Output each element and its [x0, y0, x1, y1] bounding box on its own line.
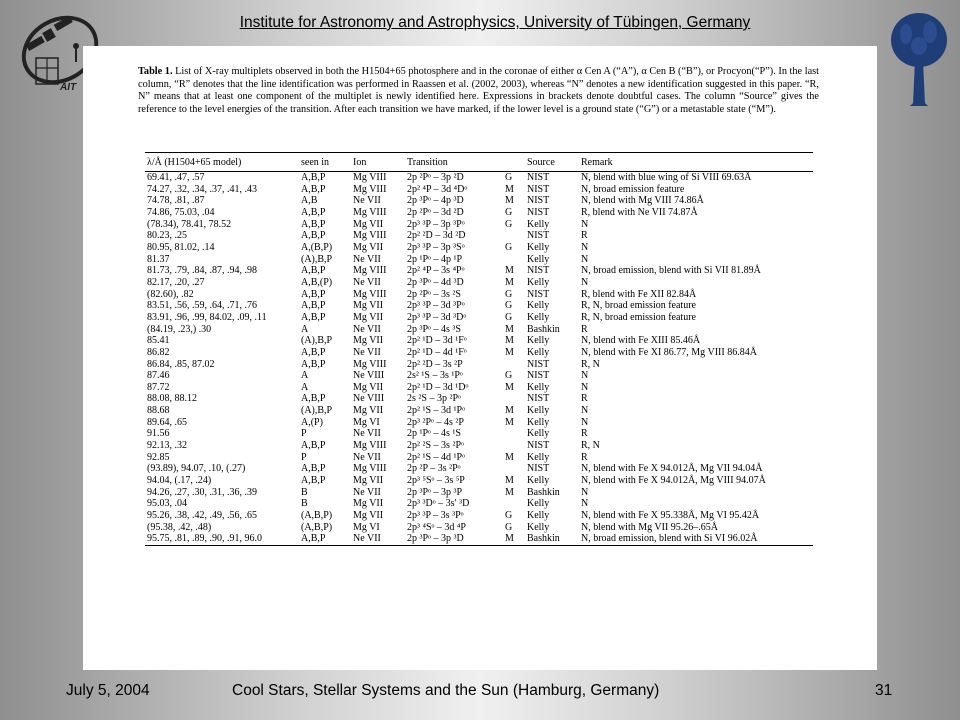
- source-cell: Kelly: [527, 346, 550, 358]
- remark-cell: N: [581, 381, 589, 393]
- level-cell: G: [505, 241, 513, 253]
- ion-cell: Mg VIII: [353, 288, 387, 300]
- transition-cell: 2p² ²D – 3d ²D: [407, 230, 466, 242]
- wavelength-cell: 74.86, 75.03, .04: [147, 206, 215, 218]
- table-row: [145, 172, 813, 184]
- seen-in-cell: A,(B,P): [301, 241, 333, 253]
- wavelength-cell: 74.27, .32, .34, .37, .41, .43: [147, 183, 257, 195]
- source-cell: Kelly: [527, 416, 550, 428]
- wavelength-cell: 83.51, .56, .59, .64, .71, .76: [147, 300, 257, 312]
- ion-cell: Mg VIII: [353, 230, 387, 242]
- wavelength-cell: (95.38, .42, .48): [147, 521, 212, 533]
- table-row: [145, 475, 813, 487]
- transition-cell: 2p² ¹D – 3d ¹Dᵒ: [407, 381, 469, 393]
- table-row: [145, 184, 813, 196]
- ion-cell: Mg VIII: [353, 183, 387, 195]
- remark-cell: N, blend with Fe XIII 85.46Å: [581, 335, 701, 347]
- header-ion: Ion: [353, 157, 367, 168]
- wavelength-cell: 94.26, .27, .30, .31, .36, .39: [147, 486, 257, 498]
- source-cell: Bashkin: [527, 323, 560, 335]
- wavelength-cell: 85.41: [147, 335, 170, 347]
- footer-page-number: 31: [875, 682, 893, 699]
- wavelength-cell: 83.91, .96, .99, 84.02, .09, .11: [147, 311, 267, 323]
- ion-cell: Ne VII: [351, 533, 405, 545]
- seen-in-cell: A,B,P: [301, 346, 326, 358]
- table-row: [145, 370, 813, 382]
- ion-cell: Ne VII: [353, 253, 381, 265]
- remark-cell: R: [581, 451, 588, 463]
- ion-cell: Mg VII: [353, 218, 384, 230]
- ion-cell: Mg VII: [353, 241, 384, 253]
- level-cell: [503, 393, 525, 405]
- source-cell: NIST: [527, 393, 550, 405]
- level-cell: M: [505, 381, 514, 393]
- table-row: [145, 463, 813, 475]
- transition-cell: 2p ³Pᵒ – 4p ³D: [407, 195, 464, 207]
- seen-in-cell: A,B,P: [301, 311, 326, 323]
- caption-label: Table 1.: [138, 66, 173, 77]
- wavelength-cell: 87.46: [147, 370, 170, 382]
- source-cell: NIST: [527, 172, 550, 183]
- wavelength-cell: 88.68: [147, 405, 170, 417]
- source-cell: Kelly: [527, 241, 550, 253]
- transition-cell: 2p ²Pᵒ – 3s ²S: [407, 288, 461, 300]
- remark-cell: N: [581, 253, 589, 265]
- transition-cell: 2p² ⁴P – 3d ⁴Dᵒ: [407, 183, 468, 195]
- source-cell: Kelly: [527, 475, 550, 487]
- table-row: [145, 230, 813, 242]
- multiplet-table: [145, 152, 813, 546]
- seen-in-cell: A,B: [301, 195, 318, 207]
- transition-cell: 2p³ ⁴Sᵒ – 3d ⁴P: [407, 521, 466, 533]
- seen-in-cell: A: [301, 381, 309, 393]
- source-cell: Kelly: [527, 381, 550, 393]
- ion-cell: Ne VII: [353, 323, 381, 335]
- wavelength-cell: 80.95, 81.02, .14: [147, 241, 215, 253]
- footer-date: July 5, 2004: [66, 682, 150, 699]
- remark-cell: N, blend with blue wing of Si VIII 69.63Å: [581, 172, 752, 183]
- transition-cell: 2p ³Pᵒ – 3p ³D: [405, 533, 503, 545]
- table-row: [145, 347, 813, 359]
- table-body: [145, 172, 813, 546]
- table-row: [145, 289, 813, 301]
- source-cell: Kelly: [527, 276, 550, 288]
- level-cell: M: [505, 416, 514, 428]
- wavelength-cell: 87.72: [147, 381, 170, 393]
- level-cell: G: [505, 300, 513, 312]
- remark-cell: R: [581, 230, 588, 242]
- level-cell: M: [505, 265, 514, 277]
- remark-cell: N, blend with Mg VIII 74.86Å: [581, 195, 704, 207]
- level-cell: [503, 463, 525, 475]
- transition-cell: 2p³ ³P – 3p ³Sᵒ: [407, 241, 465, 253]
- transition-cell: 2p³ ³P – 3d ³Pᵒ: [407, 300, 465, 312]
- transition-cell: 2p ³Pᵒ – 4s ³S: [407, 323, 461, 335]
- paper-page: [83, 46, 877, 670]
- ion-cell: Mg VIII: [353, 206, 387, 218]
- level-cell: M: [503, 533, 525, 545]
- ion-cell: Mg VII: [353, 311, 384, 323]
- wavelength-cell: 69.41, .47, .57: [147, 172, 205, 183]
- seen-in-cell: A,B,P: [301, 230, 326, 242]
- level-cell: [503, 440, 525, 452]
- remark-cell: N: [581, 370, 589, 382]
- table-row: [145, 405, 813, 417]
- seen-in-cell: P: [301, 451, 307, 463]
- transition-cell: 2p ³Pᵒ – 3p ³P: [407, 486, 462, 498]
- source-cell: NIST: [527, 183, 550, 195]
- level-cell: [503, 230, 525, 242]
- seen-in-cell: A,B,P: [301, 206, 326, 218]
- wavelength-cell: (84.19, .23,) .30: [147, 323, 212, 335]
- wavelength-cell: 94.04, (.17, .24): [147, 475, 212, 487]
- table-row: [145, 359, 813, 371]
- source-cell: NIST: [527, 265, 550, 277]
- level-cell: M: [505, 183, 514, 195]
- source-cell: Kelly: [527, 498, 550, 510]
- ion-cell: Mg VII: [353, 300, 384, 312]
- table-row: [145, 393, 813, 405]
- transition-cell: 2p² ²D – 3s ²P: [407, 358, 463, 370]
- wavelength-cell: 88.08, 88.12: [147, 393, 197, 405]
- transition-cell: 2p ¹Pᵒ – 4p ¹P: [407, 253, 462, 265]
- ion-cell: Ne VII: [353, 428, 381, 440]
- transition-cell: 2p ²P – 3s ²Pᵒ: [407, 463, 461, 475]
- source-cell: Kelly: [527, 510, 550, 522]
- source-cell: NIST: [527, 288, 550, 300]
- transition-cell: 2p³ ⁵Sᵒ – 3s ⁵P: [407, 475, 465, 487]
- table-row: [145, 242, 813, 254]
- table-row: [145, 452, 813, 464]
- remark-cell: N: [581, 498, 589, 510]
- table-row: [145, 277, 813, 289]
- table-row: [145, 382, 813, 394]
- wavelength-cell: 80.23, .25: [147, 230, 187, 242]
- seen-in-cell: A,B,P: [301, 475, 326, 487]
- table-row: [145, 195, 813, 207]
- header-seen-in: seen in: [301, 157, 330, 168]
- wavelength-cell: 81.73, .79, .84, .87, .94, .98: [147, 265, 257, 277]
- transition-cell: 2s ²S – 3p ²Pᵒ: [407, 393, 461, 405]
- remark-cell: N: [581, 218, 589, 230]
- level-cell: [503, 359, 525, 371]
- level-cell: G: [505, 206, 513, 218]
- remark-cell: N: [581, 276, 589, 288]
- transition-cell: 2p ²Pᵒ – 3d ²D: [407, 206, 464, 218]
- wavelength-cell: 86.84, .85, 87.02: [147, 358, 215, 370]
- remark-cell: N, broad emission feature: [581, 183, 685, 195]
- seen-in-cell: (A,B,P): [301, 510, 333, 522]
- source-cell: NIST: [527, 230, 550, 242]
- seen-in-cell: A,(P): [301, 416, 323, 428]
- table-row: [145, 498, 813, 510]
- transition-cell: 2p³ ³Dᵒ – 3s′ ³D: [407, 498, 470, 510]
- ion-cell: Ne VII: [353, 195, 381, 207]
- caption-text: List of X-ray multiplets observed in both the H1504+65 photosphere and in the coronae of either α Cen A (“A”), α Cen B (“B”), or Procyon(“P”). In the last column, “R” denotes that the line identification was performed in Raassen et al. (2002, 2003), whereas “N” denotes a new identification suggested in this paper. “R, N” means that at least one component of the multiplet is newly identified here. Expressions in brackets denote doubtful cases. The column “Source” gives the reference to the level energies of the transition. After each transition we have marked, if the lower level is a ground state (“G”) or a metastable state (“M”).: [138, 66, 820, 115]
- wavelength-cell: 95.75, .81, .89, .90, .91, 96.0: [145, 533, 299, 545]
- source-cell: NIST: [527, 463, 550, 475]
- header-source: Source: [527, 157, 555, 168]
- table-row: [145, 440, 813, 452]
- ion-cell: Mg VIII: [353, 265, 387, 277]
- ion-cell: Ne VII: [353, 346, 381, 358]
- table-row: [145, 428, 813, 440]
- table-row: [145, 254, 813, 266]
- level-cell: [503, 428, 525, 440]
- table-row: [145, 312, 813, 324]
- source-cell: Bashkin: [527, 486, 560, 498]
- transition-cell: 2p² ¹D – 4d ¹Fᵒ: [407, 346, 467, 358]
- remark-cell: R, N, broad emission feature: [581, 300, 696, 312]
- logo-text: AIT: [60, 82, 77, 93]
- remark-cell: R, N, broad emission feature: [581, 311, 696, 323]
- source-cell: NIST: [527, 370, 550, 382]
- seen-in-cell: (A),B,P: [301, 253, 333, 265]
- table-row: [145, 324, 813, 336]
- transition-cell: 2p² ⁴P – 3s ⁴Pᵒ: [407, 265, 465, 277]
- transition-cell: 2p ¹Pᵒ – 4s ¹S: [407, 428, 461, 440]
- transition-cell: 2p³ ³P – 3s ³Pᵒ: [407, 510, 464, 522]
- ion-cell: Ne VIII: [353, 370, 385, 382]
- level-cell: G: [505, 218, 513, 230]
- source-cell: Bashkin: [525, 533, 579, 545]
- institute-header: Institute for Astronomy and Astrophysics, University of Tübingen, Germany: [239, 14, 751, 31]
- seen-in-cell: A,B,P: [301, 288, 326, 300]
- remark-cell: N, blend with Fe X 95.338Å, Mg VI 95.42Å: [581, 510, 760, 522]
- ion-cell: Ne VII: [353, 276, 381, 288]
- wavelength-cell: 92.13, .32: [147, 440, 187, 452]
- seen-in-cell: A,B,P: [301, 463, 326, 475]
- remark-cell: R: [581, 393, 588, 405]
- seen-in-cell: A,B,P: [301, 183, 326, 195]
- seen-in-cell: B: [301, 498, 308, 510]
- level-cell: M: [505, 335, 514, 347]
- seen-in-cell: A,B,P: [299, 533, 351, 545]
- seen-in-cell: (A),B,P: [301, 405, 333, 417]
- remark-cell: R, blend with Ne VII 74.87Å: [581, 206, 698, 218]
- table-row: [145, 300, 813, 312]
- remark-cell: N, blend with Fe XI 86.77, Mg VIII 86.84Å: [581, 346, 757, 358]
- remark-cell: R, N: [581, 440, 600, 452]
- footer-conference: Cool Stars, Stellar Systems and the Sun (Hamburg, Germany): [232, 682, 660, 699]
- table-row: [145, 417, 813, 429]
- source-cell: Kelly: [527, 428, 550, 440]
- level-cell: G: [505, 521, 513, 533]
- transition-cell: 2p³ ²Pᵒ – 4s ²P: [407, 416, 464, 428]
- ion-cell: Ne VIII: [353, 393, 385, 405]
- transition-cell: 2p² ²S – 3s ²Pᵒ: [407, 440, 464, 452]
- source-cell: Kelly: [527, 335, 550, 347]
- ion-cell: Mg VII: [353, 498, 384, 510]
- remark-cell: N: [581, 241, 589, 253]
- seen-in-cell: (A,B,P): [301, 521, 333, 533]
- wavelength-cell: 82.17, .20, .27: [147, 276, 205, 288]
- table-row: [145, 335, 813, 347]
- remark-cell: R: [581, 323, 588, 335]
- table-caption: [138, 66, 819, 116]
- wavelength-cell: 95.03, .04: [147, 498, 187, 510]
- tree-logo-icon: [888, 10, 950, 110]
- transition-cell: 2p ²Pᵒ – 3p ²D: [407, 172, 464, 183]
- source-cell: Kelly: [527, 311, 550, 323]
- table-row: [145, 487, 813, 499]
- seen-in-cell: A,B,P: [301, 218, 326, 230]
- remark-cell: N, broad emission, blend with Si VI 96.02Å: [579, 533, 813, 545]
- seen-in-cell: A,B,(P): [301, 276, 333, 288]
- table-row: [145, 207, 813, 219]
- ion-cell: Mg VIII: [353, 172, 387, 183]
- ion-cell: Mg VII: [353, 475, 384, 487]
- wavelength-cell: 81.37: [147, 253, 170, 265]
- remark-cell: R: [581, 428, 588, 440]
- remark-cell: N, blend with Fe X 94.012Å, Mg VIII 94.07Å: [581, 475, 766, 487]
- remark-cell: N, blend with Mg VII 95.26–.65Å: [581, 521, 719, 533]
- seen-in-cell: A,B,P: [301, 300, 326, 312]
- seen-in-cell: A,B,P: [301, 358, 326, 370]
- level-cell: [503, 254, 525, 266]
- source-cell: NIST: [527, 358, 550, 370]
- level-cell: M: [505, 405, 514, 417]
- source-cell: NIST: [527, 440, 550, 452]
- level-cell: G: [505, 311, 513, 323]
- table-row: [145, 522, 813, 534]
- transition-cell: 2p ³Pᵒ – 4d ³D: [407, 276, 464, 288]
- ion-cell: Mg VII: [353, 405, 384, 417]
- source-cell: NIST: [527, 195, 550, 207]
- source-cell: Kelly: [527, 218, 550, 230]
- level-cell: [503, 498, 525, 510]
- ion-cell: Mg VI: [353, 521, 380, 533]
- ion-cell: Mg VI: [353, 416, 380, 428]
- ion-cell: Mg VII: [353, 510, 384, 522]
- ion-cell: Mg VIII: [353, 440, 387, 452]
- transition-cell: 2p³ ³P – 3p ³Pᵒ: [407, 218, 465, 230]
- remark-cell: N, blend with Fe X 94.012Å, Mg VII 94.04Å: [581, 463, 763, 475]
- table-row: [145, 533, 813, 545]
- wavelength-cell: 89.64, .65: [147, 416, 187, 428]
- seen-in-cell: A,B,P: [301, 172, 326, 183]
- remark-cell: R, N: [581, 358, 600, 370]
- ion-cell: Ne VII: [353, 486, 381, 498]
- source-cell: Kelly: [527, 521, 550, 533]
- wavelength-cell: 86.82: [147, 346, 170, 358]
- seen-in-cell: A,B,P: [301, 393, 326, 405]
- source-cell: Kelly: [527, 253, 550, 265]
- seen-in-cell: B: [301, 486, 308, 498]
- seen-in-cell: A,B,P: [301, 265, 326, 277]
- level-cell: G: [505, 172, 513, 183]
- header-remark: Remark: [581, 157, 613, 168]
- seen-in-cell: A: [301, 323, 309, 335]
- level-cell: M: [505, 323, 514, 335]
- header-level: [503, 153, 525, 172]
- level-cell: M: [505, 195, 514, 207]
- remark-cell: N: [581, 405, 589, 417]
- level-cell: M: [505, 475, 514, 487]
- header-transition: Transition: [407, 157, 448, 168]
- wavelength-cell: 74.78, .81, .87: [147, 195, 205, 207]
- transition-cell: 2p² ¹S – 4d ¹Pᵒ: [407, 451, 465, 463]
- seen-in-cell: A: [301, 370, 309, 382]
- level-cell: G: [505, 370, 513, 382]
- ion-cell: Mg VIII: [353, 463, 387, 475]
- table-header-row: [145, 153, 813, 172]
- ion-cell: Mg VII: [353, 381, 384, 393]
- transition-cell: 2p² ¹D – 3d ¹Fᵒ: [407, 335, 467, 347]
- level-cell: M: [505, 486, 514, 498]
- wavelength-cell: (82.60), .82: [147, 288, 194, 300]
- remark-cell: R, blend with Fe XII 82.84Å: [581, 288, 697, 300]
- source-cell: Kelly: [527, 300, 550, 312]
- source-cell: Kelly: [527, 405, 550, 417]
- ion-cell: Mg VIII: [353, 358, 387, 370]
- ion-cell: Mg VII: [353, 335, 384, 347]
- wavelength-cell: 95.26, .38, .42, .49, .56, .65: [147, 510, 257, 522]
- source-cell: NIST: [527, 206, 550, 218]
- seen-in-cell: P: [301, 428, 307, 440]
- header-wavelength: λ/Å (H1504+65 model): [147, 157, 242, 168]
- remark-cell: N: [581, 486, 589, 498]
- wavelength-cell: 92.85: [147, 451, 170, 463]
- remark-cell: N, broad emission, blend with Si VII 81.89Å: [581, 265, 761, 277]
- level-cell: M: [505, 346, 514, 358]
- seen-in-cell: A,B,P: [301, 440, 326, 452]
- wavelength-cell: (78.34), 78.41, 78.52: [147, 218, 232, 230]
- level-cell: M: [505, 451, 514, 463]
- transition-cell: 2p² ¹S – 3d ¹Pᵒ: [407, 405, 465, 417]
- seen-in-cell: (A),B,P: [301, 335, 333, 347]
- level-cell: G: [505, 510, 513, 522]
- level-cell: M: [505, 276, 514, 288]
- table-row: [145, 219, 813, 231]
- remark-cell: N: [581, 416, 589, 428]
- source-cell: Kelly: [527, 451, 550, 463]
- transition-cell: 2p³ ³P – 3d ³Dᵒ: [407, 311, 467, 323]
- table-row: [145, 265, 813, 277]
- table-row: [145, 510, 813, 522]
- wavelength-cell: (93.89), 94.07, .10, (.27): [147, 463, 246, 475]
- ion-cell: Ne VII: [353, 451, 381, 463]
- wavelength-cell: 91.56: [147, 428, 170, 440]
- level-cell: G: [505, 288, 513, 300]
- transition-cell: 2s² ¹S – 3s ¹Pᵒ: [407, 370, 463, 382]
